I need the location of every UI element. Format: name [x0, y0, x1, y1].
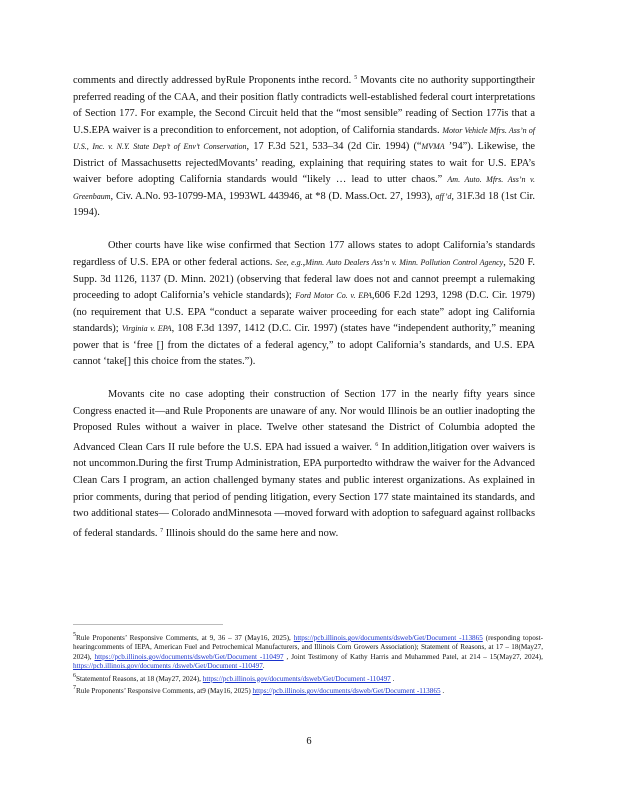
- text-run: .: [262, 662, 265, 671]
- text-run: , Joint Testimony of Kathy Harris and Muhammed Patel, at 214 – 15(May27, 2024),: [283, 652, 543, 661]
- text-run: Other courts have like wise confirmed that Section 177 allows states to adopt California’s standards regardless of U.S. EPA or other federal actions.: [73, 240, 535, 268]
- text-run: Illinois should do the same here and now.: [163, 527, 339, 539]
- text-run: , 108 F.3d 1397, 1412 (D.C. Cir. 1997) (states have “independent authority,” meaning power that is ‘free [] from the dictates of a federal agency,” to adopt California’s standards, and U.S. EPA cannot ‘take[] this choice from the states.”).: [73, 323, 535, 368]
- text-run: Rule Proponents’ Responsive Comments, at 9, 36 – 37 (May16, 2025),: [76, 634, 294, 642]
- case-citation: Virginia v. EPA: [121, 324, 172, 334]
- case-citation: Minn. Auto Dealers Ass’n v. Minn. Pollution Control Agency: [305, 257, 504, 267]
- footnote-marker: 7: [160, 527, 164, 534]
- text-run: ’94”). Likewise, the District of Massachusetts rejectedMovants’ reading, explaining that requiring states to wait for U.S. EPA’s waiver before adopting California standards would “likely … lead to utter chaos.”: [73, 141, 536, 186]
- footnote-marker: 6: [375, 441, 379, 448]
- paragraph-2: [73, 238, 535, 370]
- footnote-marker: 6: [73, 672, 76, 679]
- page-number: 6: [306, 736, 312, 747]
- text-run: Rule Proponents’ Responsive Comments, at9 (May16, 2025): [76, 687, 253, 696]
- text-run: , Civ. A.No. 93-10799-MA, 1993WL 443946, at *8 (D. Mass.Oct. 27, 1993),: [110, 190, 436, 202]
- footnote-marker: 5: [354, 75, 358, 81]
- footnote-marker: 7: [73, 685, 76, 692]
- footnote-7: [73, 684, 543, 696]
- text-run: In addition,litigation over waivers is not uncommon.During the first Trump Administration, EPA purportedto withdraw the waiver for the Advanced Clean Cars I program, an action challenged bymany states and public interest organizations. As explained in prior comments, during that period of pending litigation, every Section 177 state maintained its standards, and two additional states— Colorado andMinnesota —moved forward with adoption to safeguard against rollbacks of federal standards.: [73, 441, 535, 539]
- case-citation: MVMA: [421, 142, 445, 152]
- text-run: Movants cite no authority supportingtheir preferred reading of the CAA, and their position flatly contradicts well-established federal court interpretations of Section 177. For example, the Second Circuit held that the “most sensible” reading of Section 177is that a U.S.EPA waiver is a precondition to enforcement, not adoption, of California standards.: [73, 75, 535, 136]
- case-citation: Motor Vehicle Mfrs. Ass’n of U.S., Inc. v. N.Y. State Dep’t of Env’t Conservation: [73, 125, 535, 152]
- text-run: comments and directly addressed byRule Proponents inthe record.: [73, 75, 355, 86]
- document-link[interactable]: https://pcb.illinois.gov/documents/dsweb/Get/Document -113865: [293, 634, 483, 642]
- footnote-5: [73, 631, 543, 672]
- text-run: , 31F.3d 18 (1st Cir. 1994).: [73, 190, 535, 219]
- case-citation: Am. Auto. Mfrs. Ass’n v. Greenbaum: [73, 175, 535, 201]
- paragraph-1: [73, 70, 535, 222]
- case-citation: See, e.g.: [275, 257, 303, 267]
- case-citation: aff’d: [435, 191, 452, 201]
- footnote-separator: [73, 624, 223, 625]
- text-run: ,: [302, 256, 306, 268]
- text-run: Movants cite no case adopting their construction of Section 177 in the nearly fifty years since Congress enacted it—and Rule Proponents are unaware of any. Nor would Illinois be an outlier inadopting the Proposed Rules without a waiver in place. Twelve other statesand the District of Columbia adopted the Advanced Clean Cars II rule before the U.S. EPA had issued a waiver.: [73, 389, 535, 453]
- footnote-6: [73, 672, 543, 684]
- text-run: , 17 F.3d 521, 533–34 (2d Cir. 1994) (“: [246, 141, 422, 153]
- case-citation: Ford Motor Co. v. EPA: [295, 291, 372, 301]
- document-link[interactable]: https://pcb.illinois.gov/documents /dsweb/Get/Document -110497: [73, 662, 263, 671]
- text-run: , 520 F. Supp. 3d 1126, 1137 (D. Minn. 2021) (observing that federal law does not and cannot preempt a rulemaking proceeding to adopt California’s vehicle standards);: [73, 256, 535, 302]
- document-link[interactable]: https://pcb.illinois.gov/documents/dsweb/Get/Document -110497: [94, 652, 284, 661]
- footnote-marker: 5: [73, 632, 76, 638]
- text-run: .: [440, 687, 445, 696]
- document-link[interactable]: https://pcb.illinois.gov/documents/dsweb/Get/Document -110497: [202, 674, 391, 683]
- body-text: [73, 70, 535, 542]
- text-run: (responding topost-hearingcomments of IEPA, American Fuel and Petrochemical Manufacturers, and Illinois Corn Growers Association); Statement of Reasons, at 17 – 18(May27, 2024),: [73, 634, 543, 661]
- footnotes: [73, 631, 543, 696]
- text-run: Statementof Reasons, at 18 (May27, 2024),: [76, 674, 203, 683]
- text-run: .: [390, 674, 395, 683]
- paragraph-3: [73, 387, 535, 542]
- text-run: ,606 F.2d 1293, 1298 (D.C. Cir. 1979) (no requirement that U.S. EPA “conduct a separate waiver proceeding for each state” adopt ing California standards);: [73, 290, 536, 335]
- document-link[interactable]: https://pcb.illinois.gov/documents/dsweb/Get/Document -113865: [252, 687, 441, 696]
